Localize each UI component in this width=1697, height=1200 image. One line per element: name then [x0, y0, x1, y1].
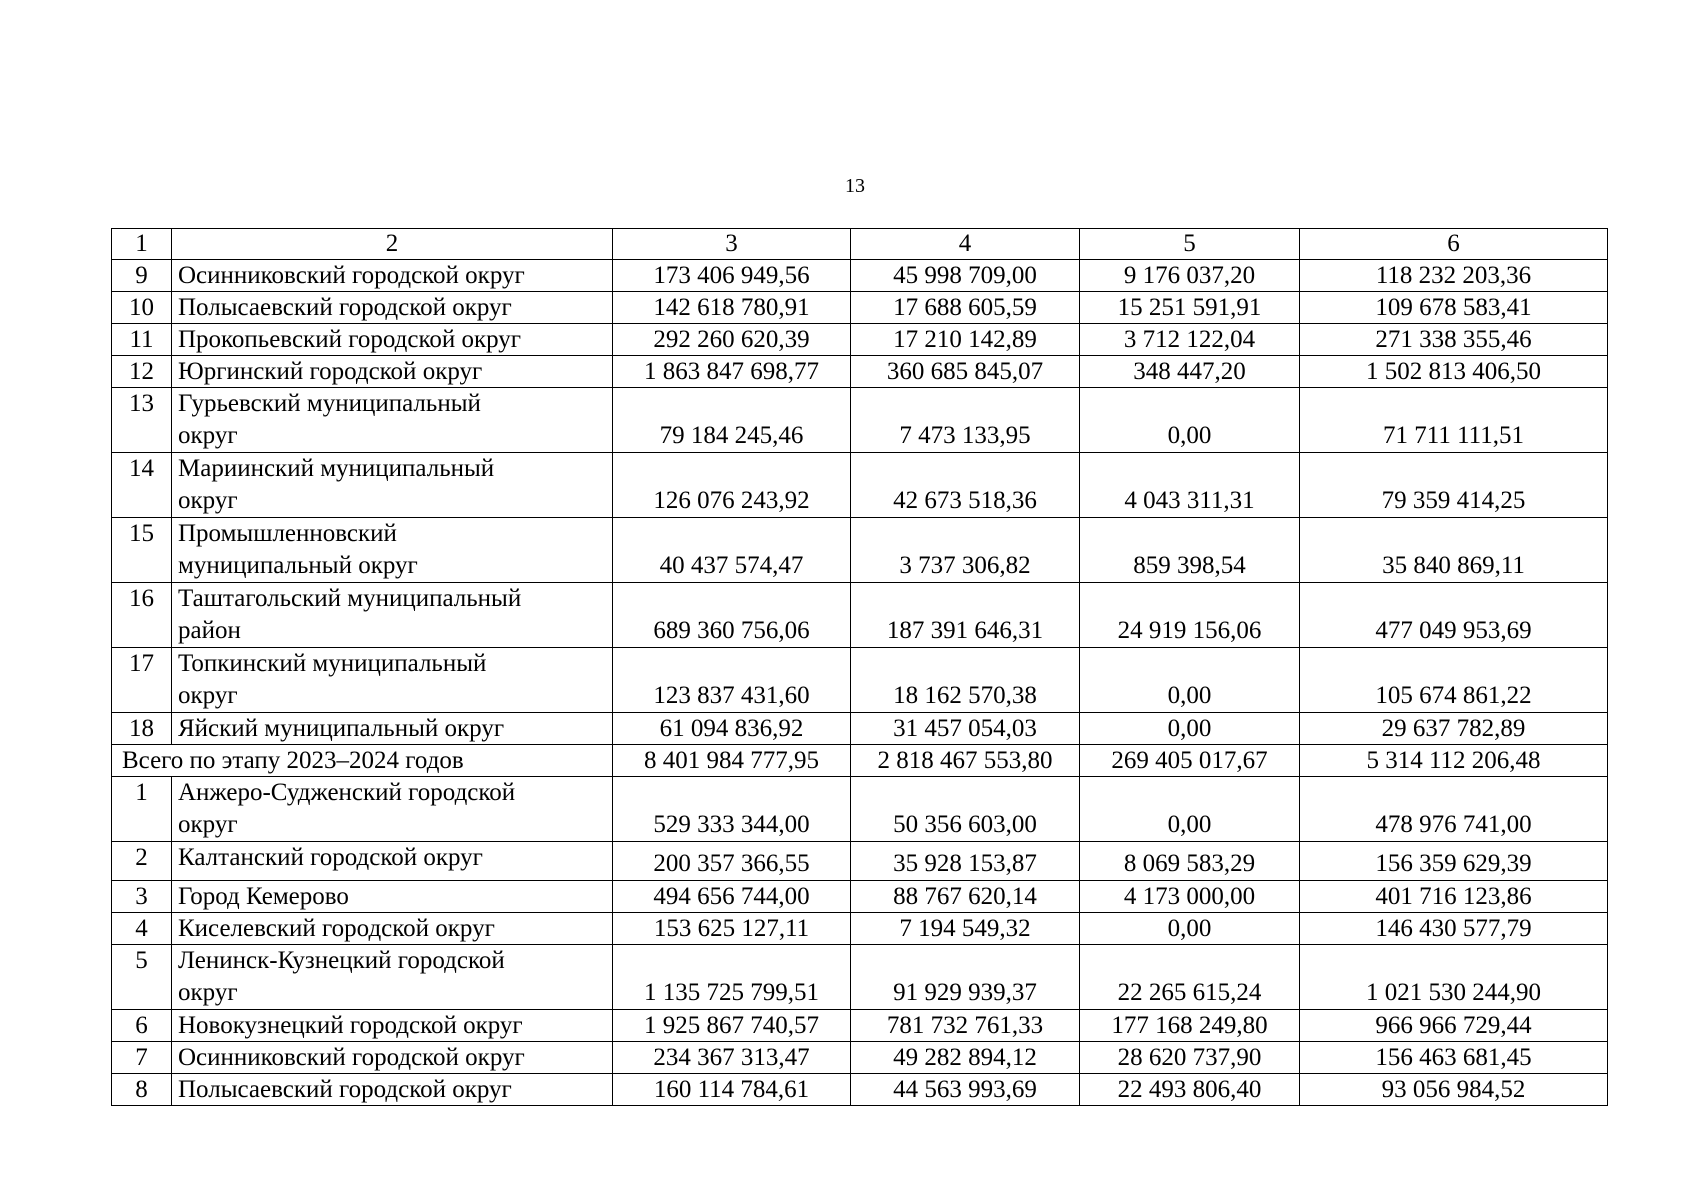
municipality-name	[172, 1042, 613, 1074]
value-cell-col-4: 45 998 709,00	[851, 260, 1080, 292]
table-row	[112, 648, 1608, 713]
value-cell-col-6: 105 674 861,22	[1300, 648, 1608, 713]
value-cell-col-3: 61 094 836,92	[613, 713, 851, 745]
row-number: 18	[112, 713, 172, 745]
value-cell-col-6: 1 502 813 406,50	[1300, 356, 1608, 388]
page-number: 13	[845, 175, 865, 197]
value-cell-col-6: 71 711 111,51	[1300, 388, 1608, 453]
municipality-name	[172, 292, 613, 324]
total-value-col-5: 269 405 017,67	[1080, 745, 1300, 777]
name-line: Ленинск-Кузнецкий городской	[178, 947, 505, 974]
value-cell-col-6: 118 232 203,36	[1300, 260, 1608, 292]
value-cell-col-4: 50 356 603,00	[851, 777, 1080, 842]
value-cell-col-5: 3 712 122,04	[1080, 324, 1300, 356]
total-value-col-3: 8 401 984 777,95	[613, 745, 851, 777]
row-number: 6	[112, 1010, 172, 1042]
name-line: округ	[178, 422, 238, 449]
value-cell-col-5: 28 620 737,90	[1080, 1042, 1300, 1074]
name-line: Полысаевский городской округ	[178, 294, 512, 321]
row-number: 16	[112, 583, 172, 648]
table-row	[112, 913, 1608, 945]
name-line: Полысаевский городской округ	[178, 1076, 512, 1103]
value-cell-col-6: 146 430 577,79	[1300, 913, 1608, 945]
name-line: Калтанский городской округ	[178, 844, 483, 871]
row-number: 9	[112, 260, 172, 292]
table-row	[112, 777, 1608, 842]
municipality-name	[172, 1074, 613, 1106]
value-cell-col-5: 8 069 583,29	[1080, 842, 1300, 881]
name-line: Гурьевский муниципальный	[178, 390, 481, 417]
municipality-name	[172, 260, 613, 292]
row-number: 1	[112, 777, 172, 842]
header-col-5: 5	[1080, 229, 1300, 260]
value-cell-col-4: 7 473 133,95	[851, 388, 1080, 453]
table-row	[112, 356, 1608, 388]
value-cell-col-5: 15 251 591,91	[1080, 292, 1300, 324]
value-cell-col-4: 31 457 054,03	[851, 713, 1080, 745]
name-line: муниципальный округ	[178, 552, 418, 579]
value-cell-col-3: 1 135 725 799,51	[613, 945, 851, 1010]
row-number: 3	[112, 881, 172, 913]
total-label: Всего по этапу 2023–2024 годов	[112, 745, 613, 777]
name-line: Таштагольский муниципальный	[178, 585, 522, 612]
table-row	[112, 453, 1608, 518]
name-line: Прокопьевский городской округ	[178, 326, 522, 353]
value-cell-col-6: 477 049 953,69	[1300, 583, 1608, 648]
municipality-name	[172, 777, 613, 842]
municipality-name	[172, 324, 613, 356]
name-line: Анжеро-Судженский городской	[178, 779, 516, 806]
table-row	[112, 1010, 1608, 1042]
row-number: 17	[112, 648, 172, 713]
value-cell-col-3: 160 114 784,61	[613, 1074, 851, 1106]
value-cell-col-6: 1 021 530 244,90	[1300, 945, 1608, 1010]
row-number: 14	[112, 453, 172, 518]
municipality-name	[172, 583, 613, 648]
total-value-col-4: 2 818 467 553,80	[851, 745, 1080, 777]
value-cell-col-6: 156 463 681,45	[1300, 1042, 1608, 1074]
value-cell-col-6: 401 716 123,86	[1300, 881, 1608, 913]
row-number: 4	[112, 913, 172, 945]
name-line: Юргинский городской округ	[178, 358, 483, 385]
name-line: округ	[178, 979, 238, 1006]
header-col-6: 6	[1300, 229, 1608, 260]
value-cell-col-3: 40 437 574,47	[613, 518, 851, 583]
municipality-name	[172, 648, 613, 713]
total-row	[112, 745, 1608, 777]
name-line: Киселевский городской округ	[178, 915, 495, 942]
name-line: Осинниковский городской округ	[178, 1044, 525, 1071]
value-cell-col-6: 156 359 629,39	[1300, 842, 1608, 881]
table-row	[112, 945, 1608, 1010]
header-col-3: 3	[613, 229, 851, 260]
table-row	[112, 583, 1608, 648]
total-value-col-6: 5 314 112 206,48	[1300, 745, 1608, 777]
header-row	[112, 229, 1608, 260]
value-cell-col-6: 109 678 583,41	[1300, 292, 1608, 324]
row-number: 13	[112, 388, 172, 453]
row-number: 15	[112, 518, 172, 583]
value-cell-col-5: 348 447,20	[1080, 356, 1300, 388]
value-cell-col-5: 4 043 311,31	[1080, 453, 1300, 518]
row-number: 10	[112, 292, 172, 324]
row-number: 7	[112, 1042, 172, 1074]
value-cell-col-4: 88 767 620,14	[851, 881, 1080, 913]
table-row	[112, 260, 1608, 292]
value-cell-col-4: 17 210 142,89	[851, 324, 1080, 356]
table-row	[112, 1074, 1608, 1106]
value-cell-col-3: 142 618 780,91	[613, 292, 851, 324]
header-col-1: 1	[112, 229, 172, 260]
table-row	[112, 518, 1608, 583]
value-cell-col-4: 49 282 894,12	[851, 1042, 1080, 1074]
value-cell-col-4: 35 928 153,87	[851, 842, 1080, 881]
row-number: 12	[112, 356, 172, 388]
name-line: округ	[178, 811, 238, 838]
name-line: округ	[178, 487, 238, 514]
budget-table	[111, 228, 1608, 1106]
value-cell-col-3: 1 863 847 698,77	[613, 356, 851, 388]
name-line: Осинниковский городской округ	[178, 262, 525, 289]
value-cell-col-4: 781 732 761,33	[851, 1010, 1080, 1042]
value-cell-col-3: 1 925 867 740,57	[613, 1010, 851, 1042]
value-cell-col-6: 79 359 414,25	[1300, 453, 1608, 518]
value-cell-col-6: 478 976 741,00	[1300, 777, 1608, 842]
value-cell-col-5: 0,00	[1080, 648, 1300, 713]
row-number: 5	[112, 945, 172, 1010]
value-cell-col-6: 29 637 782,89	[1300, 713, 1608, 745]
row-number: 11	[112, 324, 172, 356]
table-row	[112, 713, 1608, 745]
municipality-name	[172, 842, 613, 881]
value-cell-col-6: 35 840 869,11	[1300, 518, 1608, 583]
value-cell-col-5: 0,00	[1080, 713, 1300, 745]
value-cell-col-6: 93 056 984,52	[1300, 1074, 1608, 1106]
value-cell-col-4: 42 673 518,36	[851, 453, 1080, 518]
value-cell-col-5: 0,00	[1080, 913, 1300, 945]
name-line: Яйский муниципальный округ	[178, 715, 505, 742]
table-row	[112, 388, 1608, 453]
table-row	[112, 1042, 1608, 1074]
table-row	[112, 324, 1608, 356]
name-line: округ	[178, 682, 238, 709]
value-cell-col-3: 689 360 756,06	[613, 583, 851, 648]
value-cell-col-3: 529 333 344,00	[613, 777, 851, 842]
header-col-2: 2	[172, 229, 613, 260]
name-line: район	[178, 617, 241, 644]
value-cell-col-5: 24 919 156,06	[1080, 583, 1300, 648]
value-cell-col-6: 271 338 355,46	[1300, 324, 1608, 356]
municipality-name	[172, 945, 613, 1010]
municipality-name	[172, 453, 613, 518]
value-cell-col-5: 22 265 615,24	[1080, 945, 1300, 1010]
value-cell-col-3: 126 076 243,92	[613, 453, 851, 518]
municipality-name	[172, 356, 613, 388]
value-cell-col-5: 177 168 249,80	[1080, 1010, 1300, 1042]
value-cell-col-4: 17 688 605,59	[851, 292, 1080, 324]
municipality-name	[172, 713, 613, 745]
value-cell-col-4: 91 929 939,37	[851, 945, 1080, 1010]
value-cell-col-3: 173 406 949,56	[613, 260, 851, 292]
value-cell-col-3: 234 367 313,47	[613, 1042, 851, 1074]
table-row	[112, 842, 1608, 881]
value-cell-col-5: 22 493 806,40	[1080, 1074, 1300, 1106]
name-line: Новокузнецкий городской округ	[178, 1012, 523, 1039]
municipality-name	[172, 881, 613, 913]
table-body	[112, 229, 1608, 1106]
name-line: Город Кемерово	[178, 883, 349, 910]
name-line: Топкинский муниципальный	[178, 650, 487, 677]
name-line: Промышленновский	[178, 520, 397, 547]
value-cell-col-3: 79 184 245,46	[613, 388, 851, 453]
value-cell-col-4: 44 563 993,69	[851, 1074, 1080, 1106]
municipality-name	[172, 913, 613, 945]
value-cell-col-4: 18 162 570,38	[851, 648, 1080, 713]
table-row	[112, 292, 1608, 324]
row-number: 2	[112, 842, 172, 881]
municipality-name	[172, 1010, 613, 1042]
value-cell-col-5: 0,00	[1080, 388, 1300, 453]
row-number: 8	[112, 1074, 172, 1106]
value-cell-col-6: 966 966 729,44	[1300, 1010, 1608, 1042]
value-cell-col-5: 4 173 000,00	[1080, 881, 1300, 913]
value-cell-col-3: 494 656 744,00	[613, 881, 851, 913]
value-cell-col-4: 7 194 549,32	[851, 913, 1080, 945]
value-cell-col-5: 9 176 037,20	[1080, 260, 1300, 292]
value-cell-col-5: 859 398,54	[1080, 518, 1300, 583]
table-row	[112, 881, 1608, 913]
name-line: Мариинский муниципальный	[178, 455, 495, 482]
value-cell-col-5: 0,00	[1080, 777, 1300, 842]
municipality-name	[172, 388, 613, 453]
value-cell-col-4: 3 737 306,82	[851, 518, 1080, 583]
value-cell-col-3: 292 260 620,39	[613, 324, 851, 356]
value-cell-col-3: 123 837 431,60	[613, 648, 851, 713]
municipality-name	[172, 518, 613, 583]
value-cell-col-4: 187 391 646,31	[851, 583, 1080, 648]
value-cell-col-3: 200 357 366,55	[613, 842, 851, 881]
value-cell-col-3: 153 625 127,11	[613, 913, 851, 945]
value-cell-col-4: 360 685 845,07	[851, 356, 1080, 388]
header-col-4: 4	[851, 229, 1080, 260]
